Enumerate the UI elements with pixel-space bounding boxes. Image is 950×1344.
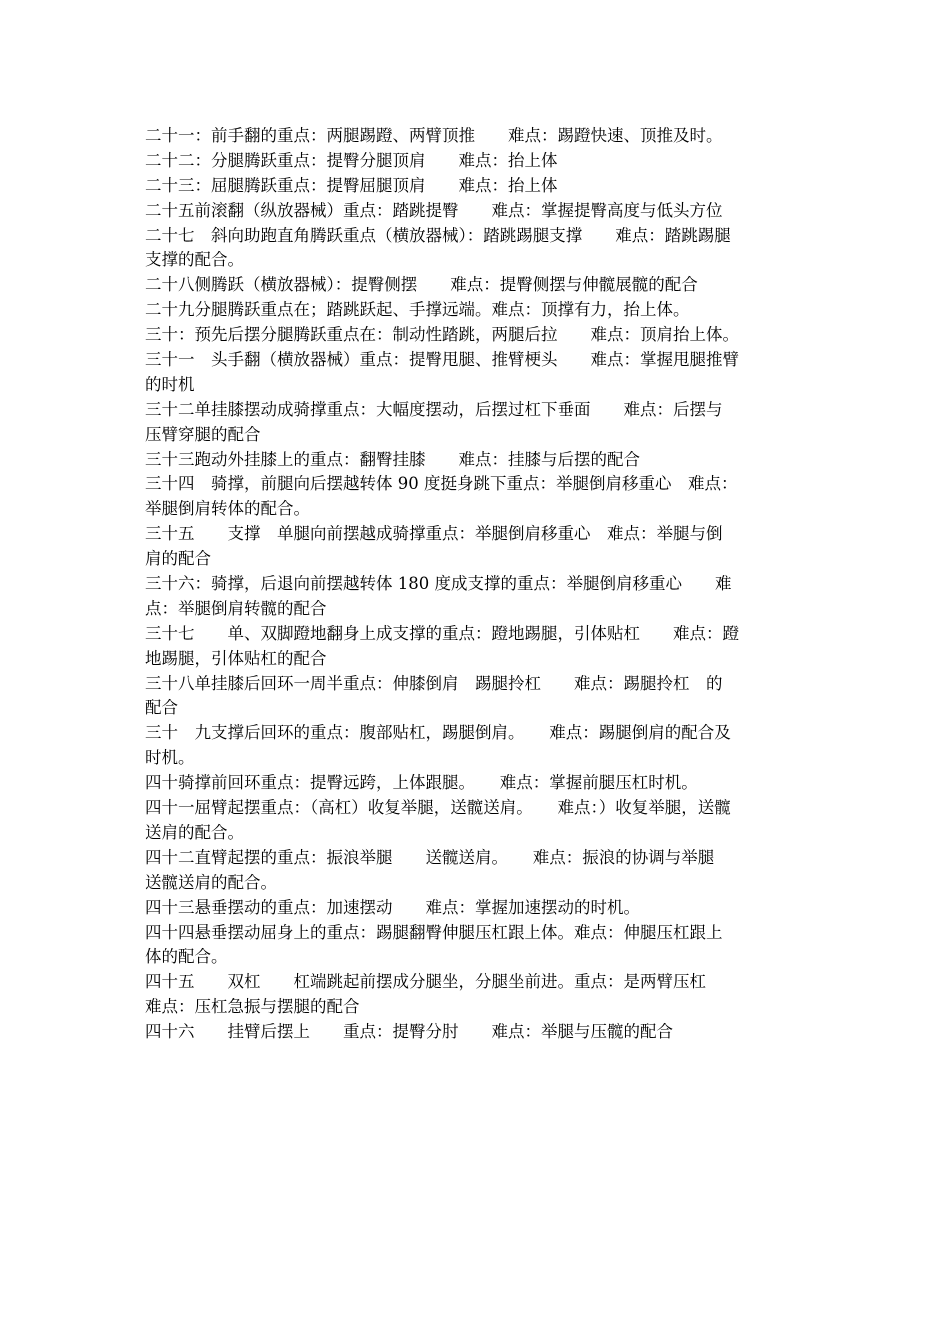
text-line: 四十五 双杠 杠端跳起前摆成分腿坐，分腿坐前进。重点：是两臂压杠 bbox=[145, 972, 706, 992]
text-line: 送肩的配合。 bbox=[145, 822, 244, 842]
text-line: 二十七 斜向助跑直角腾跃重点（横放器械）：踏跳踢腿支撑 难点：踏跳踢腿 bbox=[145, 225, 731, 245]
text-line: 二十一：前手翻的重点：两腿踢蹬、两臂顶推 难点：踢蹬快速、顶推及时。 bbox=[145, 126, 723, 145]
text-line: 配合 bbox=[145, 698, 178, 718]
text-line: 四十四悬垂摆动屈身上的重点：踢腿翻臀伸腿压杠跟上体。难点：伸腿压杠跟上 bbox=[145, 922, 723, 942]
text-line: 三十三跑动外挂膝上的重点：翻臀挂膝 难点：挂膝与后摆的配合 bbox=[145, 449, 640, 469]
text-line: 三十四 骑撑，前腿向后摆越转体 90 度挺身跳下重点：举腿倒肩移重心 难点： bbox=[145, 474, 738, 494]
text-line: 三十一 头手翻（横放器械）重点：提臀甩腿、推臂梗头 难点：掌握甩腿推臂 bbox=[145, 350, 739, 370]
text-line: 三十二单挂膝摆动成骑撑重点：大幅度摆动，后摆过杠下垂面 难点：后摆与 bbox=[145, 399, 723, 419]
text-line: 四十六 挂臂后摆上 重点：提臀分肘 难点：举腿与压髋的配合 bbox=[145, 1022, 673, 1042]
text-line: 难点：压杠急振与摆腿的配合 bbox=[145, 997, 360, 1017]
text-line: 地踢腿，引体贴杠的配合 bbox=[145, 648, 327, 668]
text-line: 三十：预先后摆分腿腾跃重点在：制动性踏跳，两腿后拉 难点：顶肩抬上体。 bbox=[145, 325, 739, 345]
text-line: 四十一屈臂起摆重点：（高杠）收复举腿，送髋送肩。 难点：）收复举腿，送髋 bbox=[145, 798, 731, 818]
text-line: 四十骑撑前回环重点：提臀远跨，上体跟腿。 难点：掌握前腿压杠时机。 bbox=[145, 773, 698, 793]
text-line: 二十五前滚翻（纵放器械）重点：踏跳提臀 难点：掌握提臀高度与低头方位 bbox=[145, 200, 723, 220]
text-line: 点：举腿倒肩转髋的配合 bbox=[145, 598, 327, 618]
text-line: 三十六：骑撑，后退向前摆越转体 180 度成支撑的重点：举腿倒肩移重心 难 bbox=[145, 574, 732, 594]
text-line: 支撑的配合。 bbox=[145, 250, 244, 270]
text-line: 三十八单挂膝后回环一周半重点：伸膝倒肩 踢腿拎杠 难点：踢腿拎杠 的 bbox=[145, 673, 723, 693]
text-line: 肩的配合 bbox=[145, 549, 211, 569]
text-line: 举腿倒肩转体的配合。 bbox=[145, 499, 310, 519]
text-line: 二十八侧腾跃（横放器械）：提臀侧摆 难点：提臀侧摆与伸髋展髋的配合 bbox=[145, 275, 698, 295]
text-line: 送髋送肩的配合。 bbox=[145, 872, 277, 892]
text-line: 四十二直臂起摆的重点：振浪举腿 送髋送肩。 难点：振浪的协调与举腿 bbox=[145, 847, 715, 867]
text-line: 时机。 bbox=[145, 748, 195, 768]
text-line: 三十五 支撑 单腿向前摆越成骑撑重点：举腿倒肩移重心 难点：举腿与倒 bbox=[145, 524, 723, 544]
text-line: 三十七 单、双脚蹬地翻身上成支撑的重点：蹬地踢腿，引体贴杠 难点：蹬 bbox=[145, 623, 739, 643]
text-line: 二十九分腿腾跃重点在；踏跳跃起、手撑远端。难点：顶撑有力，抬上体。 bbox=[145, 300, 690, 320]
document-body bbox=[145, 124, 811, 1045]
text-line: 三十 九支撑后回环的重点：腹部贴杠，踢腿倒肩。 难点：踢腿倒肩的配合及 bbox=[145, 723, 731, 743]
text-line: 二十二：分腿腾跃重点：提臀分腿顶肩 难点：抬上体 bbox=[145, 150, 558, 170]
text-line: 四十三悬垂摆动的重点：加速摆动 难点：掌握加速摆动的时机。 bbox=[145, 897, 640, 917]
text-line: 压臂穿腿的配合 bbox=[145, 424, 261, 444]
text-line: 二十三：屈腿腾跃重点：提臀屈腿顶肩 难点：抬上体 bbox=[145, 175, 558, 195]
text-line: 的时机 bbox=[145, 374, 195, 394]
text-line: 体的配合。 bbox=[145, 947, 228, 967]
